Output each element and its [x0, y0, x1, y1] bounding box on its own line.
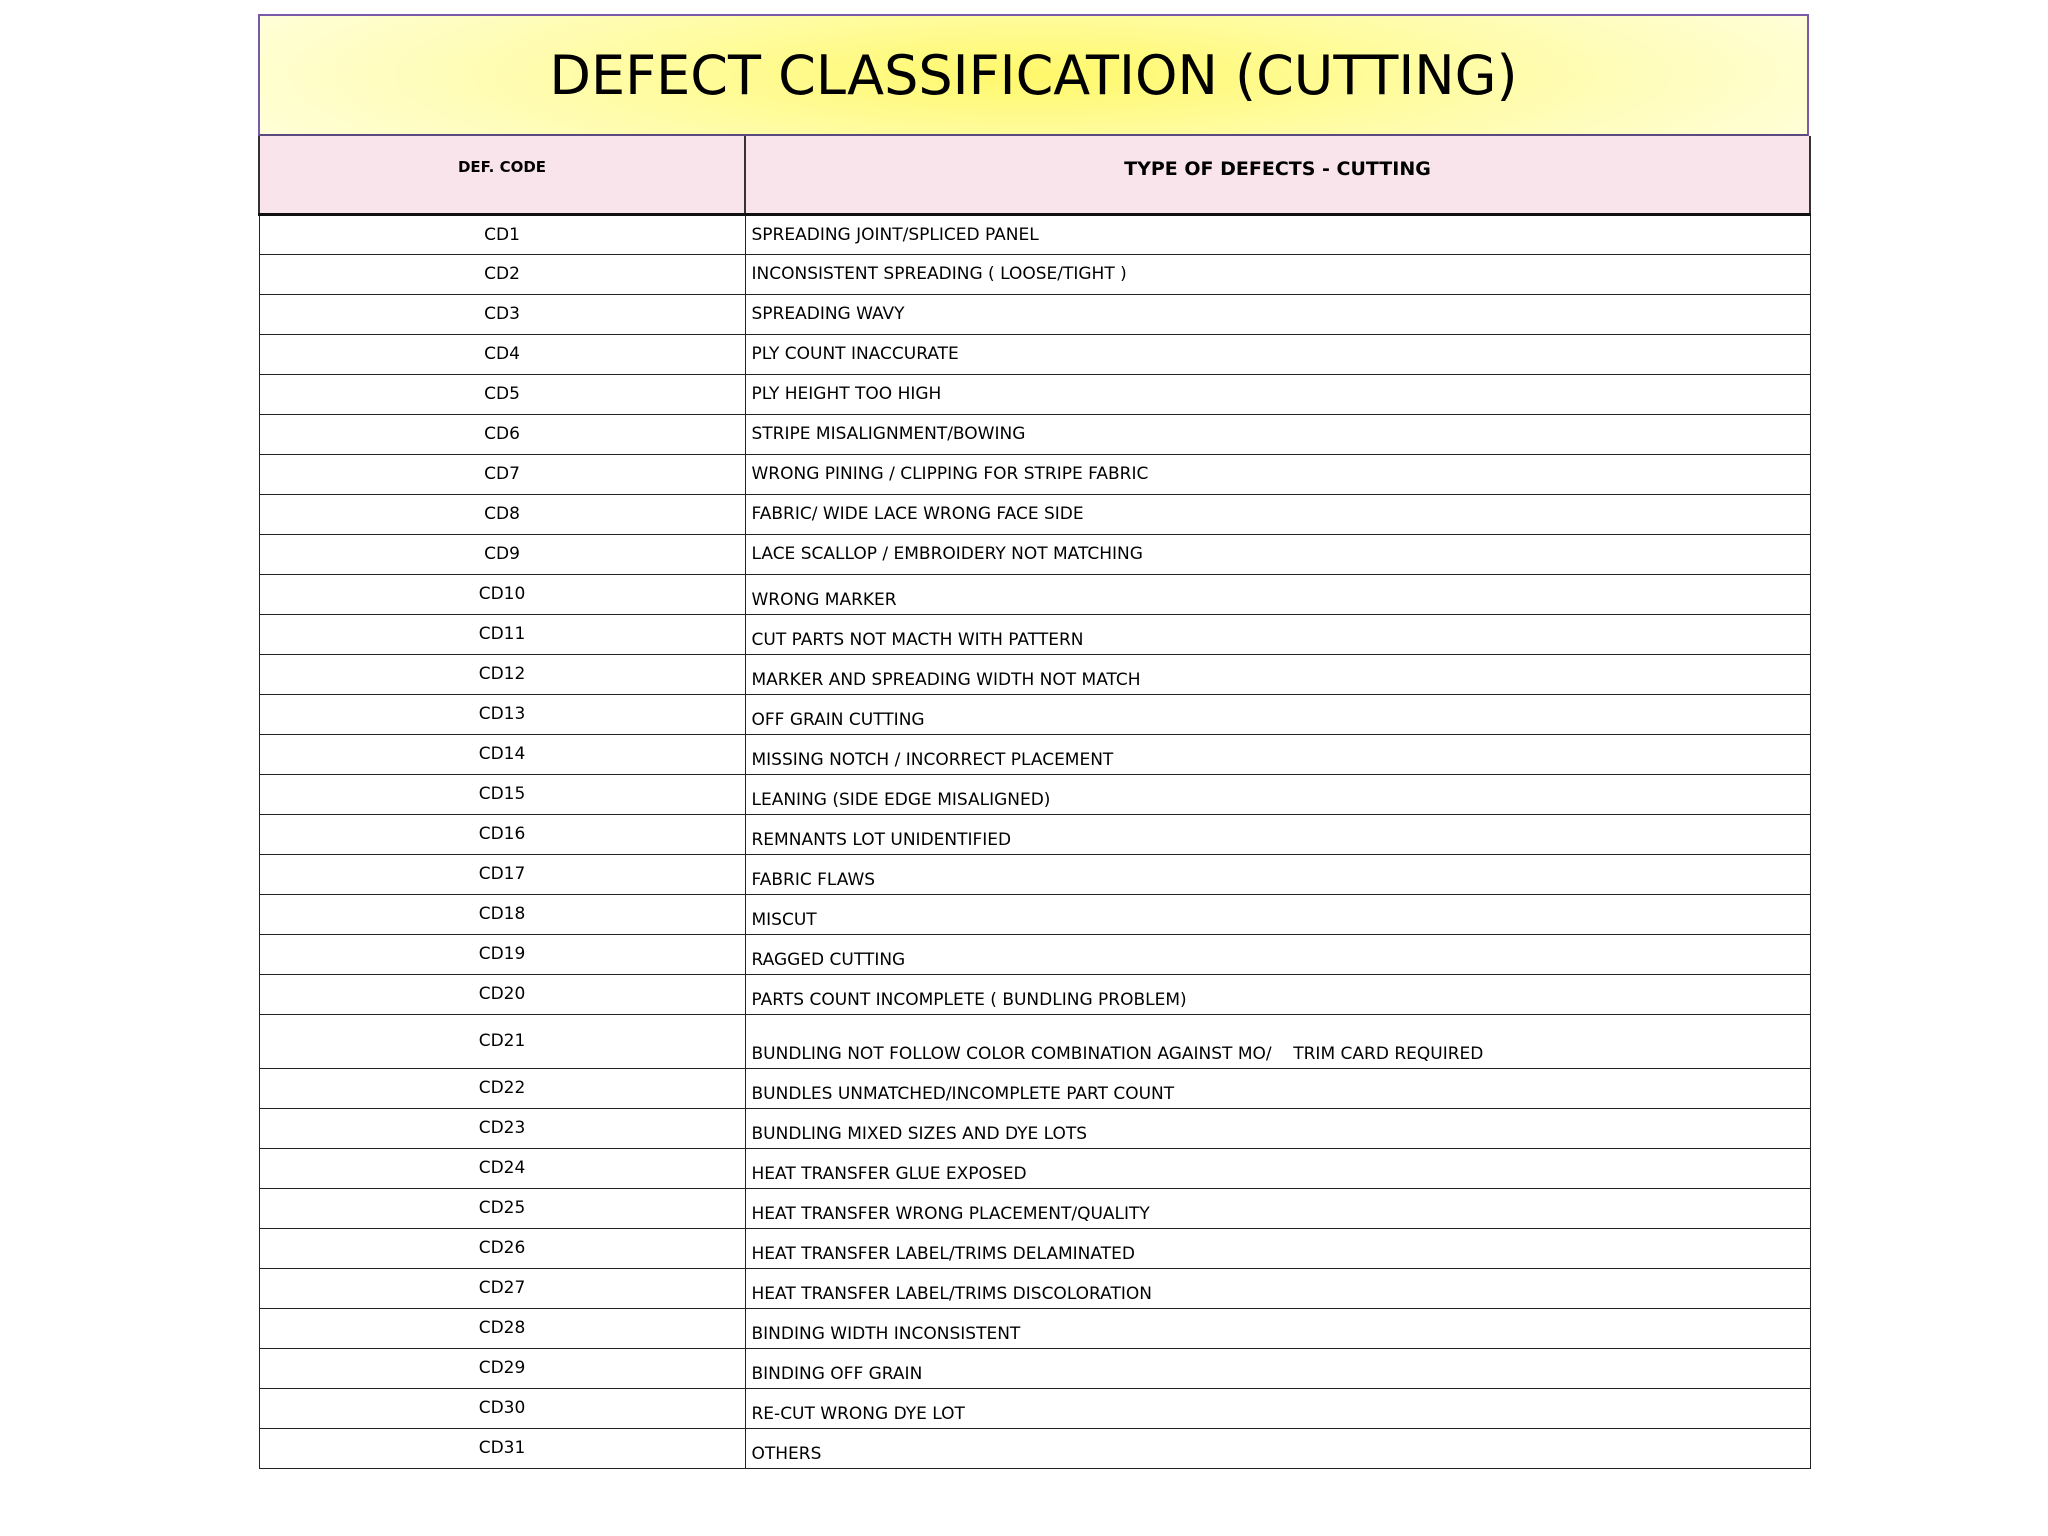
defect-type-cell: PARTS COUNT INCOMPLETE ( BUNDLING PROBLEM)	[745, 974, 1810, 1014]
defect-type-cell: HEAT TRANSFER GLUE EXPOSED	[745, 1148, 1810, 1188]
table-row	[259, 1108, 1810, 1148]
defect-code-cell: CD21	[259, 1014, 745, 1068]
table-row	[259, 1014, 1810, 1068]
defect-type-cell: MARKER AND SPREADING WIDTH NOT MATCH	[745, 654, 1810, 694]
page-title: DEFECT CLASSIFICATION (CUTTING)	[549, 43, 1518, 107]
defect-type-cell: MISSING NOTCH / INCORRECT PLACEMENT	[745, 734, 1810, 774]
title-banner	[258, 14, 1809, 136]
table-row	[259, 334, 1810, 374]
table-row	[259, 1188, 1810, 1228]
table-row	[259, 854, 1810, 894]
defect-type-cell: PLY HEIGHT TOO HIGH	[745, 374, 1810, 414]
defect-type-cell: MISCUT	[745, 894, 1810, 934]
table-row	[259, 614, 1810, 654]
table-row	[259, 1308, 1810, 1348]
defect-type-cell: STRIPE MISALIGNMENT/BOWING	[745, 414, 1810, 454]
table-header-row	[259, 136, 1810, 214]
defect-code-cell: CD31	[259, 1428, 745, 1468]
defect-code-cell: CD29	[259, 1348, 745, 1388]
defect-type-cell: PLY COUNT INACCURATE	[745, 334, 1810, 374]
defect-type-cell: BUNDLING MIXED SIZES AND DYE LOTS	[745, 1108, 1810, 1148]
defect-code-cell: CD1	[259, 214, 745, 254]
table-row	[259, 414, 1810, 454]
defect-type-cell: FABRIC FLAWS	[745, 854, 1810, 894]
defect-code-cell: CD15	[259, 774, 745, 814]
defect-code-cell: CD25	[259, 1188, 745, 1228]
defect-type-cell: INCONSISTENT SPREADING ( LOOSE/TIGHT )	[745, 254, 1810, 294]
table-row	[259, 574, 1810, 614]
table-row	[259, 734, 1810, 774]
defect-code-cell: CD14	[259, 734, 745, 774]
defect-code-cell: CD17	[259, 854, 745, 894]
table-row	[259, 974, 1810, 1014]
defect-code-cell: CD23	[259, 1108, 745, 1148]
column-header-type-of-defects: TYPE OF DEFECTS - CUTTING	[745, 136, 1810, 214]
defect-code-cell: CD4	[259, 334, 745, 374]
table-row	[259, 1348, 1810, 1388]
table-row	[259, 454, 1810, 494]
table-row	[259, 814, 1810, 854]
table-row	[259, 654, 1810, 694]
defect-type-cell: HEAT TRANSFER LABEL/TRIMS DELAMINATED	[745, 1228, 1810, 1268]
defect-code-cell: CD3	[259, 294, 745, 334]
table-row	[259, 1268, 1810, 1308]
defect-type-cell: WRONG MARKER	[745, 574, 1810, 614]
defect-type-cell: FABRIC/ WIDE LACE WRONG FACE SIDE	[745, 494, 1810, 534]
defect-code-cell: CD5	[259, 374, 745, 414]
table-row	[259, 294, 1810, 334]
defect-type-cell: SPREADING JOINT/SPLICED PANEL	[745, 214, 1810, 254]
defect-code-cell: CD8	[259, 494, 745, 534]
defect-type-cell: RE-CUT WRONG DYE LOT	[745, 1388, 1810, 1428]
column-header-def-code: DEF. CODE	[259, 136, 745, 214]
defect-code-cell: CD7	[259, 454, 745, 494]
table-row	[259, 1228, 1810, 1268]
defect-type-cell: SPREADING WAVY	[745, 294, 1810, 334]
table-row	[259, 894, 1810, 934]
table-body	[259, 214, 1810, 1468]
defect-type-cell: CUT PARTS NOT MACTH WITH PATTERN	[745, 614, 1810, 654]
defect-code-cell: CD9	[259, 534, 745, 574]
defect-type-cell: BUNDLES UNMATCHED/INCOMPLETE PART COUNT	[745, 1068, 1810, 1108]
table-row	[259, 1068, 1810, 1108]
defect-code-cell: CD11	[259, 614, 745, 654]
defect-table	[258, 136, 1811, 1469]
defect-type-cell: LEANING (SIDE EDGE MISALIGNED)	[745, 774, 1810, 814]
table-row	[259, 254, 1810, 294]
table-row	[259, 214, 1810, 254]
defect-type-cell: REMNANTS LOT UNIDENTIFIED	[745, 814, 1810, 854]
defect-type-cell: HEAT TRANSFER LABEL/TRIMS DISCOLORATION	[745, 1268, 1810, 1308]
defect-type-cell: HEAT TRANSFER WRONG PLACEMENT/QUALITY	[745, 1188, 1810, 1228]
defect-code-cell: CD6	[259, 414, 745, 454]
defect-code-cell: CD30	[259, 1388, 745, 1428]
defect-type-cell: BINDING OFF GRAIN	[745, 1348, 1810, 1388]
defect-code-cell: CD27	[259, 1268, 745, 1308]
table-row	[259, 1428, 1810, 1468]
defect-code-cell: CD18	[259, 894, 745, 934]
defect-code-cell: CD22	[259, 1068, 745, 1108]
defect-type-cell: WRONG PINING / CLIPPING FOR STRIPE FABRIC	[745, 454, 1810, 494]
defect-code-cell: CD2	[259, 254, 745, 294]
table-row	[259, 374, 1810, 414]
defect-type-cell: BINDING WIDTH INCONSISTENT	[745, 1308, 1810, 1348]
defect-code-cell: CD28	[259, 1308, 745, 1348]
defect-code-cell: CD10	[259, 574, 745, 614]
table-row	[259, 494, 1810, 534]
defect-code-cell: CD24	[259, 1148, 745, 1188]
table-row	[259, 694, 1810, 734]
defect-code-cell: CD19	[259, 934, 745, 974]
defect-classification-sheet	[258, 14, 1809, 1469]
defect-code-cell: CD12	[259, 654, 745, 694]
defect-type-cell: OFF GRAIN CUTTING	[745, 694, 1810, 734]
table-row	[259, 534, 1810, 574]
table-row	[259, 1388, 1810, 1428]
defect-code-cell: CD26	[259, 1228, 745, 1268]
defect-type-cell: BUNDLING NOT FOLLOW COLOR COMBINATION AGAINST MO/ TRIM CARD REQUIRED	[745, 1014, 1810, 1068]
table-row	[259, 1148, 1810, 1188]
defect-code-cell: CD13	[259, 694, 745, 734]
defect-code-cell: CD20	[259, 974, 745, 1014]
defect-type-cell: LACE SCALLOP / EMBROIDERY NOT MATCHING	[745, 534, 1810, 574]
table-row	[259, 934, 1810, 974]
defect-type-cell: RAGGED CUTTING	[745, 934, 1810, 974]
table-row	[259, 774, 1810, 814]
defect-type-cell: OTHERS	[745, 1428, 1810, 1468]
defect-code-cell: CD16	[259, 814, 745, 854]
